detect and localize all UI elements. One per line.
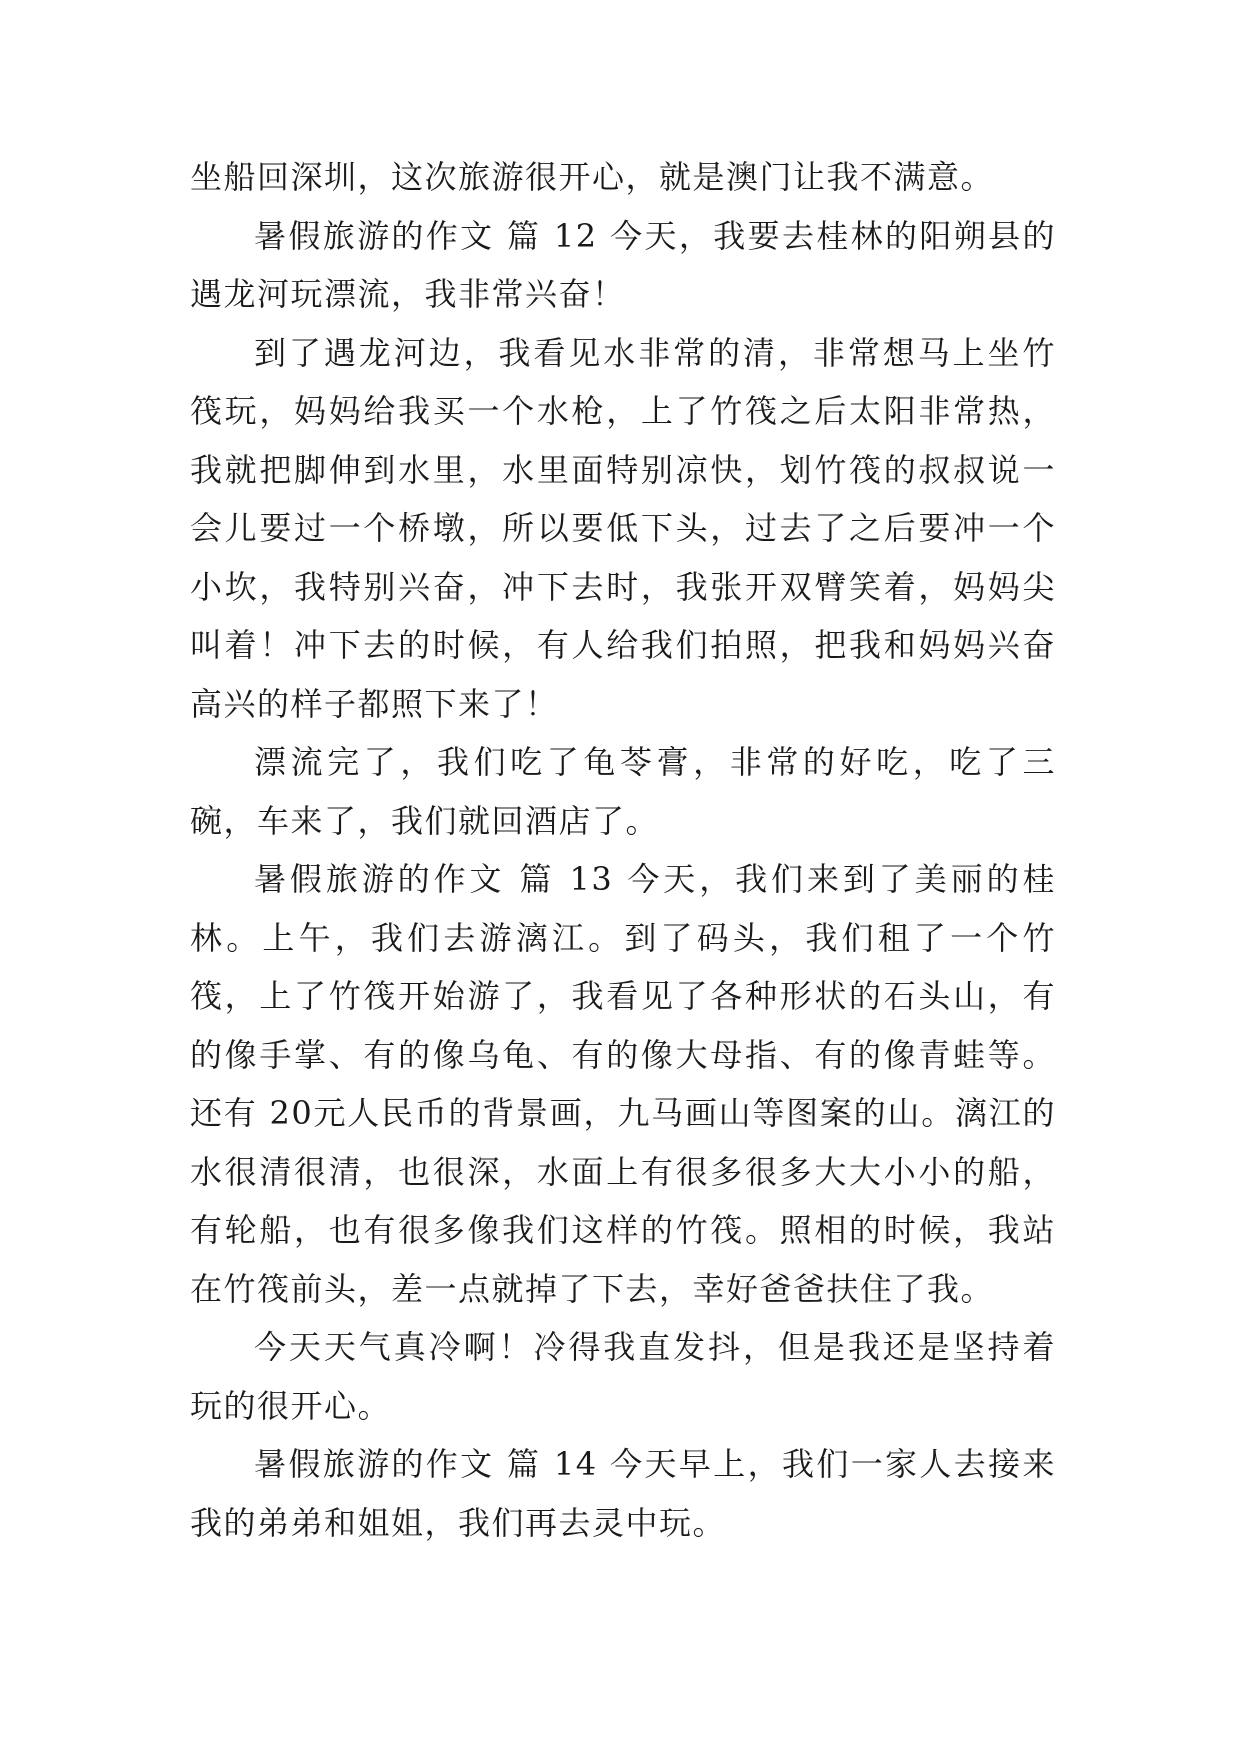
- essay-heading-paragraph-13: 暑假旅游的作文 篇 13 今天，我们来到了美丽的桂林。上午，我们去游漓江。到了码头，我们租了一个竹筏，上了竹筏开始游了，我看见了各种形状的石头山，有的像手掌、有的像乌龟、有的像大母指、有的像青蛙等。还有 20元人民币的背景画，九马画山等图案的山。漓江的水很清很清，也很深，水面上有很多很多大大小小的船，有轮船，也有很多像我们这样的竹筏。照相的时候，我站在竹筏前头，差一点就掉了下去，幸好爸爸扶住了我。: [190, 860, 1056, 1308]
- paragraph: 到了遇龙河边，我看见水非常的清，非常想马上坐竹筏玩，妈妈给我买一个水枪，上了竹筏之后太阳非常热，我就把脚伸到水里，水里面特别凉快，划竹筏的叔叔说一会儿要过一个桥墩，所以要低下头，过去了之后要冲一个小坎，我特别兴奋，冲下去时，我张开双臂笑着，妈妈尖叫着！冲下去的时候，有人给我们拍照，把我和妈妈兴奋高兴的样子都照下来了！: [190, 333, 1056, 723]
- paragraph: 漂流完了，我们吃了龟苓膏，非常的好吃，吃了三碗，车来了，我们就回酒店了。: [190, 743, 1056, 840]
- paragraph: 坐船回深圳，这次旅游很开心，就是澳门让我不满意。: [190, 158, 995, 196]
- document-page: [190, 148, 1056, 1552]
- paragraph: 今天天气真冷啊！冷得我直发抖，但是我还是坚持着玩的很开心。: [190, 1328, 1056, 1425]
- essay-heading-paragraph-14: 暑假旅游的作文 篇 14 今天早上，我们一家人去接来我的弟弟和姐姐，我们再去灵中玩。: [190, 1445, 1056, 1542]
- essay-heading-paragraph-12: 暑假旅游的作文 篇 12 今天，我要去桂林的阳朔县的遇龙河玩漂流，我非常兴奋！: [190, 216, 1056, 313]
